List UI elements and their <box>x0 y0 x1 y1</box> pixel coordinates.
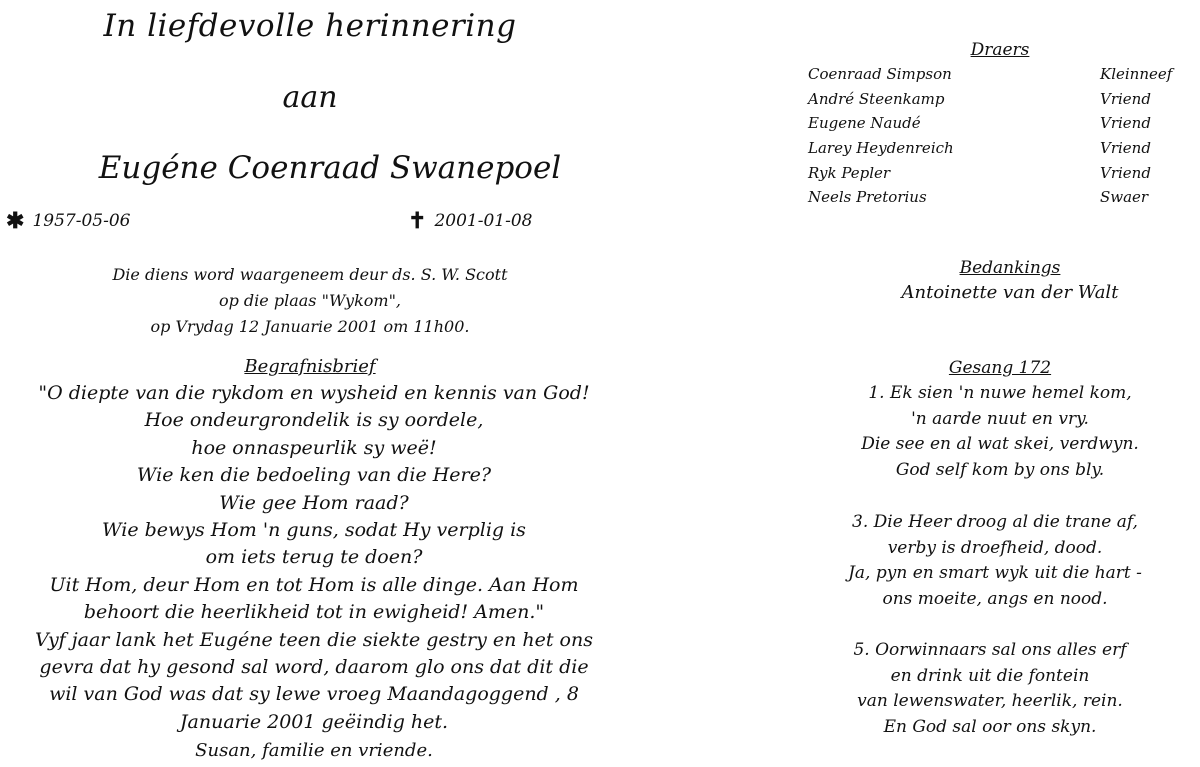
star-icon: ✱ <box>6 208 25 234</box>
letter-line: Wie ken die bedoeling van die Here? <box>136 464 492 487</box>
pallbearer-row <box>808 160 1188 185</box>
funeral-letter <box>0 380 628 736</box>
letter-line: Uit Hom, deur Hom en tot Hom is alle dinge. Aan Hom <box>49 573 579 596</box>
hymn-line: Ja, pyn en smart wyk uit die hart - <box>848 563 1142 584</box>
letter-line: Wie bewys Hom 'n guns, sodat Hy verplig is <box>102 518 526 541</box>
birth-date <box>6 208 130 234</box>
service-line: Die diens word waargeneem deur ds. S. W. Scott <box>112 265 508 284</box>
hymn-line: verby is droefheid, dood. <box>887 537 1103 558</box>
memorial-title: In liefdevolle herinnering <box>103 8 517 44</box>
pallbearer-row <box>808 111 1188 136</box>
pallbearer-row <box>808 62 1188 87</box>
hymn-verse <box>800 381 1200 484</box>
acknowledgements-heading: Bedankings <box>959 258 1061 278</box>
letter-line: om iets terug te doen? <box>205 546 423 569</box>
pallbearer-name: Neels Pretorius <box>808 188 927 207</box>
letter-line: Wie gee Hom raad? <box>219 491 409 514</box>
hymn-line: 3. Die Heer droog al die trane af, <box>852 512 1138 532</box>
letter-line: wil van God was dat sy lewe vroeg Maandagoggend , 8 <box>49 683 579 706</box>
pallbearer-row <box>808 136 1188 161</box>
pallbearer-name: Coenraad Simpson <box>808 65 952 84</box>
dedication-word: aan <box>282 80 338 115</box>
acknowledgements-name: Antoinette van der Walt <box>901 282 1119 303</box>
hymn-line: Die see en al wat skei, verdwyn. <box>861 434 1139 455</box>
hymn-line: en drink uit die fontein <box>890 665 1090 686</box>
pallbearer-relation: Vriend <box>1100 163 1151 182</box>
pallbearer-row <box>808 87 1188 112</box>
death-date <box>408 208 532 234</box>
service-line: op Vrydag 12 Januarie 2001 om 11h00. <box>150 317 470 336</box>
pallbearer-name: André Steenkamp <box>808 89 945 108</box>
death-date-value: 2001-01-08 <box>434 211 533 231</box>
letter-line: Hoe ondeurgrondelik is sy oordele, <box>144 409 484 432</box>
letter-line: hoe onnaspeurlik sy weë! <box>191 436 437 459</box>
letter-line: Vyf jaar lank het Eugéne teen die siekte gestry en het ons <box>35 628 593 651</box>
letter-line: gevra dat hy gesond sal word, daarom glo ons dat dit die <box>39 655 589 678</box>
pallbearer-row <box>808 185 1188 210</box>
hymn-verse <box>795 510 1195 613</box>
deceased-name: Eugéne Coenraad Swanepoel <box>98 150 562 186</box>
hymn-line: van lewenswater, heerlik, rein. <box>857 691 1123 712</box>
cross-icon: ✝ <box>408 208 427 234</box>
pallbearer-relation: Vriend <box>1100 89 1151 108</box>
hymn-line: En God sal oor ons skyn. <box>883 717 1097 738</box>
hymn-line: God self kom by ons bly. <box>895 460 1105 481</box>
pallbearer-relation: Vriend <box>1100 139 1151 158</box>
pallbearers-heading: Draers <box>970 40 1030 60</box>
birth-date-value: 1957-05-06 <box>32 211 131 231</box>
letter-heading: Begrafnisbrief <box>244 356 376 377</box>
service-line: op die plaas "Wykom", <box>218 291 402 310</box>
letter-line: "O diepte van die rykdom en wysheid en kennis van God! <box>38 382 590 404</box>
pallbearer-name: Larey Heydenreich <box>808 139 954 158</box>
letter-line: behoort die heerlikheid tot in ewigheid! Amen." <box>83 601 545 624</box>
letter-line: Januarie 2001 geëindig het. <box>179 710 449 733</box>
pallbearer-relation: Kleinneef <box>1100 65 1173 84</box>
service-details <box>0 262 620 340</box>
hymn-line: 'n aarde nuut en vry. <box>911 408 1089 429</box>
hymn-line: 1. Ek sien 'n nuwe hemel kom, <box>868 383 1132 403</box>
letter-signoff: Susan, familie en vriende. <box>195 740 433 761</box>
pallbearer-name: Eugene Naudé <box>808 114 921 133</box>
hymn-verse <box>790 638 1190 741</box>
pallbearer-name: Ryk Pepler <box>808 163 891 182</box>
pallbearer-relation: Vriend <box>1100 114 1151 133</box>
pallbearers-list <box>808 62 1188 210</box>
pallbearer-relation: Swaer <box>1100 188 1149 207</box>
hymn-line: ons moeite, angs en nood. <box>882 589 1108 610</box>
hymn-line: 5. Oorwinnaars sal ons alles erf <box>853 640 1127 660</box>
hymn-heading: Gesang 172 <box>948 358 1052 378</box>
